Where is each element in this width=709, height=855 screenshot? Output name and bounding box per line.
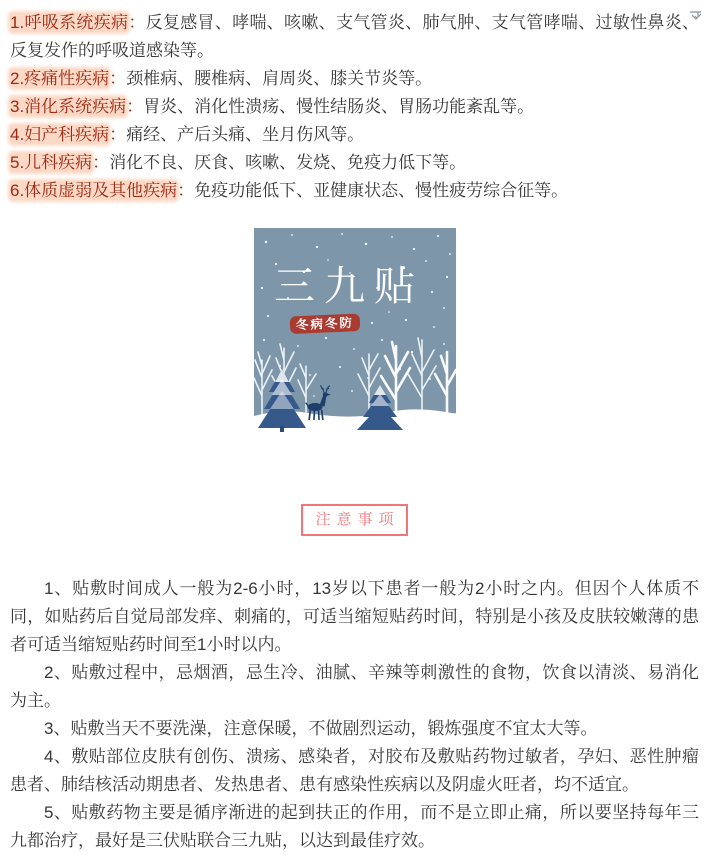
- disease-list: [10, 9, 699, 205]
- notes-section: [10, 575, 699, 855]
- winter-poster-illustration: [254, 228, 456, 433]
- disease-text: 痛经、产后头痛、坐月伤风等。: [126, 125, 365, 144]
- note-paragraph: 4、敷贴部位皮肤有创伤、溃疡、感染者，对胶布及敷贴药物过敏者，孕妇、恶性肿瘤患者、肺结核活动期患者、发热患者、患有感染性疾病以及阴虚火旺者，均不适宜。: [10, 747, 699, 794]
- disease-text: 颈椎病、腰椎病、肩周炎、膝关节炎等。: [126, 69, 433, 88]
- poster-badge-label: 冬病冬防: [295, 315, 354, 333]
- disease-item: [10, 65, 699, 93]
- disease-label-highlight: 6.体质虚弱及其他疾病: [10, 181, 178, 200]
- disease-colon: ：: [128, 13, 146, 32]
- disease-item: [10, 121, 699, 149]
- disease-item: [10, 9, 699, 65]
- disease-text: 免疫功能低下、亚健康状态、慢性疲劳综合征等。: [194, 181, 569, 200]
- disease-item: [10, 93, 699, 121]
- disease-label-highlight: 4.妇产科疾病: [10, 125, 110, 144]
- disease-text: 胃炎、消化性溃疡、慢性结肠炎、胃肠功能紊乱等。: [143, 97, 535, 116]
- note-paragraph: 3、贴敷当天不要洗澡，注意保暖，不做剧烈运动，锻炼强度不宜太大等。: [44, 719, 598, 738]
- notice-row: [10, 504, 699, 536]
- disease-item: [10, 177, 699, 205]
- disease-text: 消化不良、厌食、咳嗽、发烧、免疫力低下等。: [109, 153, 467, 172]
- disease-colon: ：: [109, 69, 127, 88]
- disease-label-highlight: 5.儿科疾病: [10, 153, 93, 172]
- notice-badge: 注意事项: [301, 504, 407, 536]
- note-paragraph: 2、贴敷过程中，忌烟酒，忌生冷、油腻、辛辣等刺激性的食物，饮食以清淡、易消化为主。: [10, 663, 699, 710]
- disease-colon: ：: [92, 153, 110, 172]
- disease-label-highlight: 2.疼痛性疾病: [10, 69, 110, 88]
- disease-label-highlight: 1.呼吸系统疾病: [10, 13, 129, 32]
- disease-text: 反复感冒、哮喘、咳嗽、支气管炎、肺气肿、支气管哮喘、过敏性鼻炎、反复发作的呼吸道感染等。: [10, 13, 700, 60]
- poster-image: [10, 228, 699, 433]
- disease-colon: ：: [109, 125, 127, 144]
- disease-colon: ：: [126, 97, 144, 116]
- disease-label-highlight: 3.消化系统疾病: [10, 97, 127, 116]
- note-paragraph: 5、贴敷药物主要是循序渐进的起到扶正的作用，而不是立即止痛，所以要坚持每年三九都治疗，最好是三伏贴联合三九贴，以达到最佳疗效。: [10, 803, 699, 850]
- poster-title: 三九贴: [273, 263, 424, 309]
- note-paragraph: 1、贴敷时间成人一般为2-6小时，13岁以下患者一般为2小时之内。但因个人体质不同，如贴药后自觉局部发痒、刺痛的，可适当缩短贴药时间，特别是小孩及皮肤较嫩薄的患者可适当缩短贴药时间至1小时以内。: [10, 579, 699, 654]
- disease-item: [10, 149, 699, 177]
- disease-colon: ：: [177, 181, 195, 200]
- poster-badge: [289, 313, 360, 334]
